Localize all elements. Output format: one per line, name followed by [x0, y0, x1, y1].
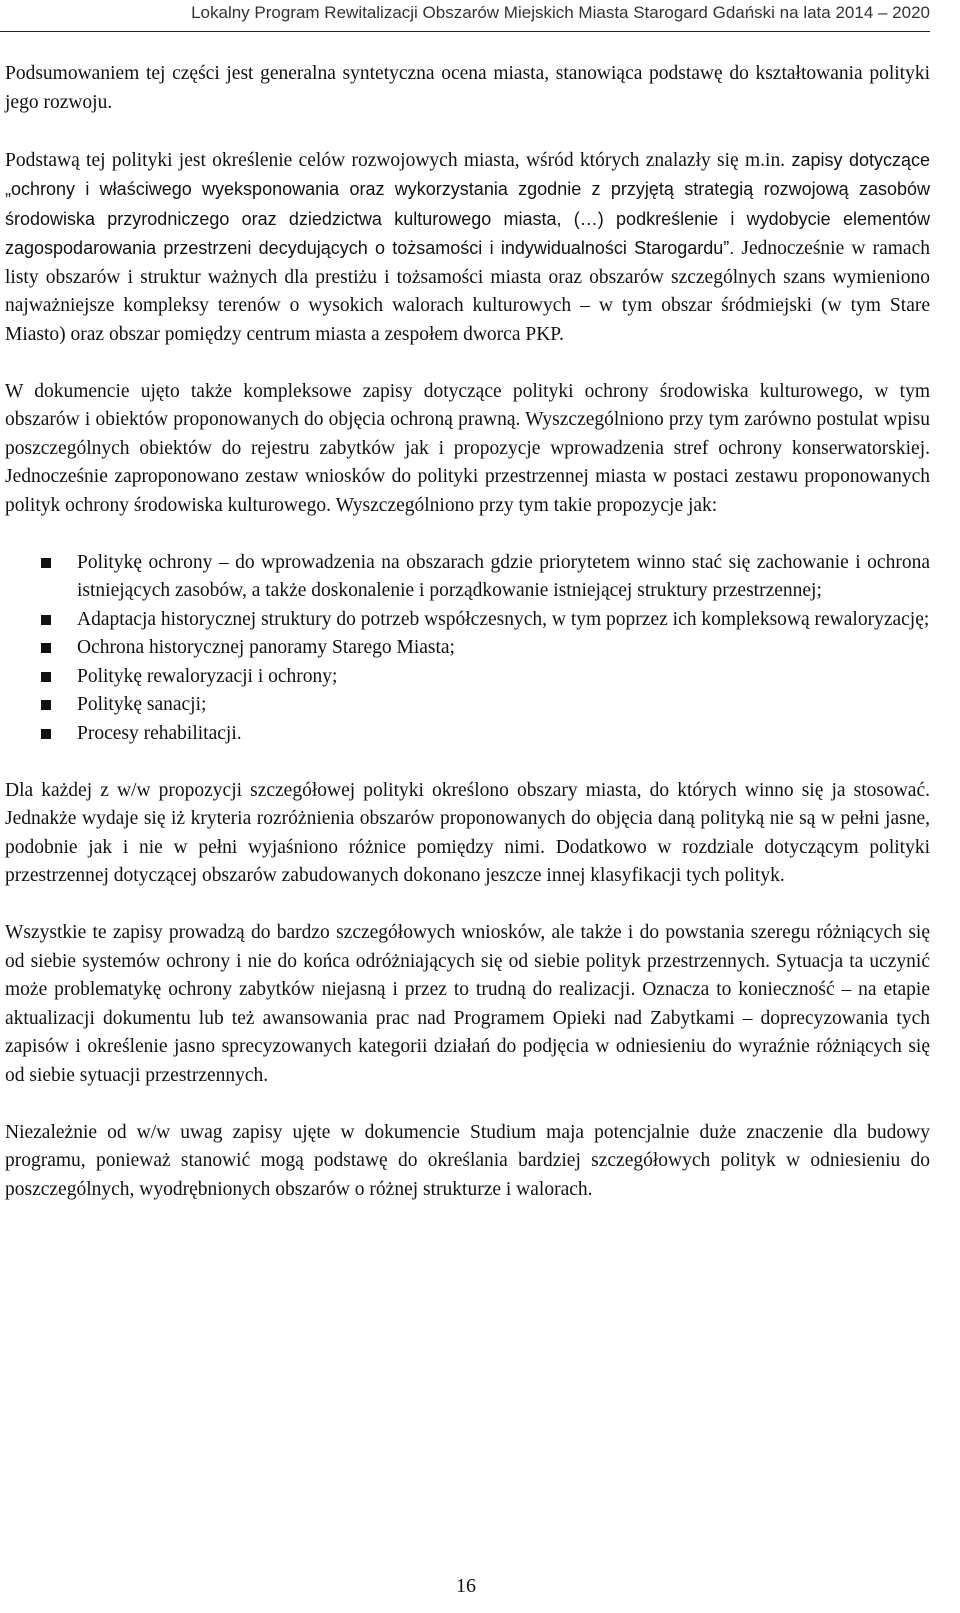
quoted-goal-text: zapisy dotyczące „ochrony i właściwego wyeksponowania oraz wykorzystania zgodnie z przyjętą strategią rozwojową zasobów środowiska przyrodniczego oraz dziedzictwa kulturowego miasta, (…) podkreślenie i wydobycie elementów zagospodarowania przestrzeni decydujących o tożsamości i indywidualności Starogardu”.	[5, 149, 930, 258]
list-item	[5, 634, 930, 663]
paragraph-development-goals	[5, 146, 930, 350]
paragraph-summary: Podsumowaniem tej części jest generalna syntetyczna ocena miasta, stanowiąca podstawę do kształtowania polityki jego rozwoju.	[5, 63, 930, 113]
list-item	[5, 663, 930, 692]
square-bullet-icon	[41, 643, 51, 653]
paragraph-development-goals-rest: Jednocześnie w ramach listy obszarów i struktur ważnych dla prestiżu i tożsamości miasta oraz obszarów szczególnych szans wymieniono najważniejsze kompleksy terenów o wysokich walorach kulturowych – w tym obszar śródmiejski (w tym Stare Miasto) oraz obszar pomiędzy centrum miasta a zespołem dworca PKP.	[5, 238, 930, 345]
list-item	[5, 549, 930, 606]
square-bullet-icon	[41, 558, 51, 568]
paragraph-cultural-protection: W dokumencie ujęto także kompleksowe zapisy dotyczące polityki ochrony środowiska kulturowego, w tym obszarów i obiektów proponowanych do objęcia ochroną prawną. Wyszczególniono przy tym zarówno postulat wpisu poszczególnych obiektów do rejestru zabytków jak i propozycje wprowadzenia stref ochrony konserwatorskiej. Jednocześnie zaproponowano zestaw wniosków do polityki przestrzennej miasta w postaci zestawu proponowanych polityk ochrony środowiska kulturowego. Wyszczególniono przy tym takie propozycje jak:	[5, 380, 930, 516]
list-item	[5, 606, 930, 635]
policy-list	[5, 549, 930, 749]
square-bullet-icon	[41, 672, 51, 682]
square-bullet-icon	[41, 700, 51, 710]
list-item	[5, 691, 930, 720]
list-item-text: Politykę sanacji;	[77, 694, 207, 715]
paragraph-development-goals-intro: Podstawą tej polityki jest określenie celów rozwojowych miasta, wśród których znalazły się m.in.	[5, 149, 786, 171]
paragraph-study-significance: Niezależnie od w/w uwag zapisy ujęte w dokumencie Studium maja potencjalnie duże znaczenie dla budowy programu, ponieważ stanowić mogą podstawę do określania bardziej szczegółowych polityk w odniesieniu do poszczególnych, wyodrębnionych obszarów o różnej strukturze i walorach.	[5, 1121, 930, 1200]
page-number: 16	[456, 1575, 476, 1597]
square-bullet-icon	[41, 615, 51, 625]
paragraph-conclusions: Wszystkie te zapisy prowadzą do bardzo szczegółowych wniosków, ale także i do powstania szeregu różniących się od siebie systemów ochrony i nie do końca odróżniających się od siebie polityk przestrzennych. Sytuacja ta uczynić może problematykę ochrony zabytków niejasną i przez to trudną do realizacji. Oznacza to konieczność – na etapie aktualizacji dokumentu lub też awansowania prac nad Programem Opieki nad Zabytkami – doprecyzowania tych zapisów i określenie jasno sprecyzowanych kategorii działań do podjęcia w odniesieniu do wyraźnie różniących się od siebie sytuacji przestrzennych.	[5, 922, 930, 1086]
list-item-text: Ochrona historycznej panoramy Starego Miasta;	[77, 637, 455, 658]
list-item-text: Politykę ochrony – do wprowadzenia na obszarach gdzie priorytetem winno stać się zachowanie i ochrona istniejących zasobów, a także doskonalenie i porządkowanie istniejącej struktury przestrzennej;	[77, 551, 930, 601]
list-item-text: Procesy rehabilitacji.	[77, 722, 242, 744]
list-item-text: Politykę rewaloryzacji i ochrony;	[77, 665, 338, 687]
list-item-text: Adaptacja historycznej struktury do potrzeb współczesnych, w tym poprzez ich kompleksową rewaloryzację;	[77, 608, 930, 630]
square-bullet-icon	[41, 729, 51, 739]
body-text	[5, 60, 930, 1204]
running-header: Lokalny Program Rewitalizacji Obszarów Miejskich Miasta Starogard Gdański na lata 2014 – 2020	[0, 0, 930, 32]
list-item	[5, 720, 930, 749]
paragraph-area-criteria: Dla każdej z w/w propozycji szczegółowej polityki określono obszary miasta, do których winno się ja stosować. Jednakże wydaje się iż kryteria rozróżnienia obszarów proponowanych do objęcia daną polityką nie są w pełni jasne, podobnie jak i nie w pełni wyjaśniono różnice pomiędzy nimi. Dodatkowo w rozdziale dotyczącym polityki przestrzennej dotyczącej obszarów zabudowanych dokonano jeszcze innej klasyfikacji tych polityk.	[5, 779, 930, 886]
